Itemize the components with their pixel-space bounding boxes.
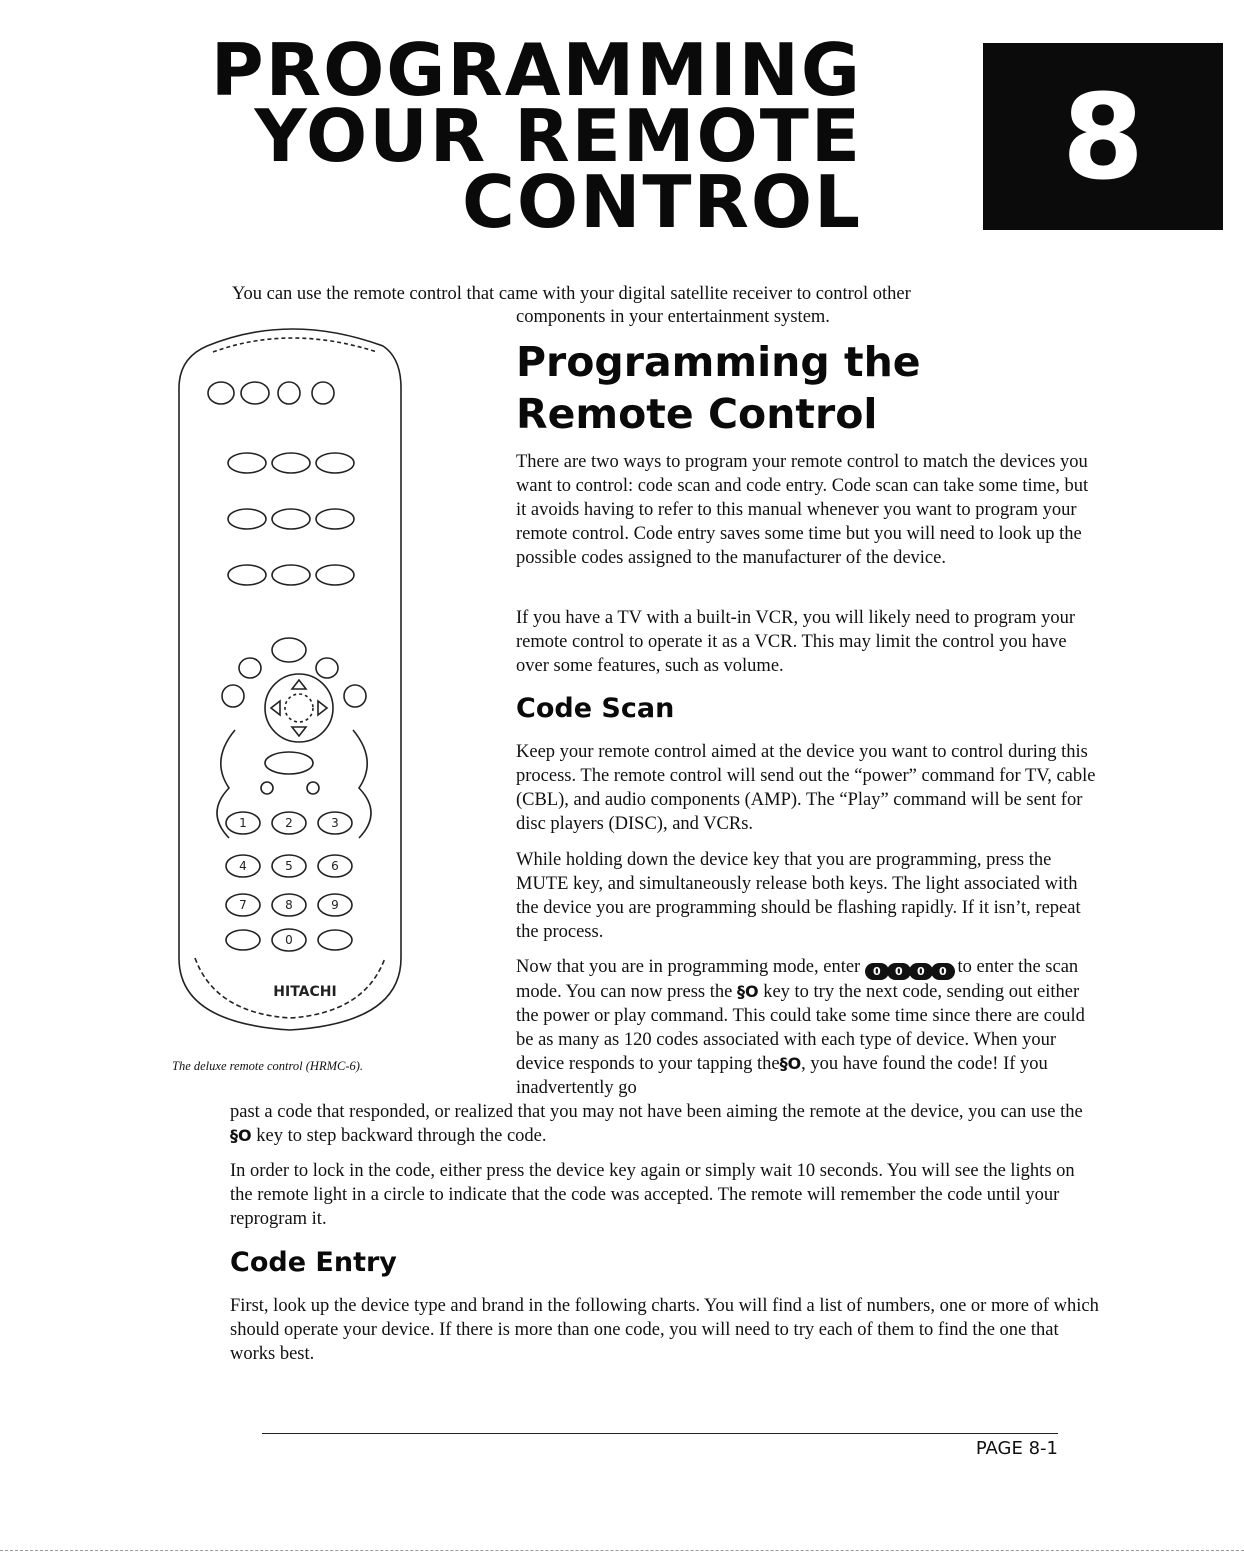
code-scan-para-3c: enter the scan mode. You can now press the [516,957,1079,1002]
zero-key-icon: 0 [909,963,933,980]
key-9: 9 [331,898,339,912]
zero-key-icon: 0 [887,963,911,980]
programming-para-1: There are two ways to program your remote control to match the devices you want to control: code scan and code entry. Code scan can take some time, but it avoids having to refer to this manual whenever you want to program your remote control. Code entry saves some time but you will need to look up the possible codes assigned to the manufacturer of the device. [516,452,1089,568]
section-heading-line-2: Remote Control [516,390,878,438]
section-heading-line-1: Programming the [516,338,921,386]
footer-divider [262,1433,1058,1434]
remote-brand: HITACHI [273,984,337,1000]
intro-line-1: You can use the remote control that came with your digital satellite receiver to control other [232,284,911,304]
code-scan-para-3 [516,955,1096,1100]
chapter-title-line-3: CONTROL [462,160,862,244]
key-3: 3 [331,816,339,830]
code-scan-para-3g: key to step backward through the code. [256,1126,547,1146]
programming-para-2: If you have a TV with a built-in VCR, you will likely need to program your remote control to operate it as a VCR. This may limit the control you have over some features, such as volume. [516,608,1076,676]
key-6: 6 [331,859,339,873]
key-7: 7 [239,898,247,912]
remote-illustration [155,318,425,1058]
section-heading-programming [516,336,1136,440]
chapter-title-line-1: PROGRAMMING [210,28,862,112]
code-scan-para-3f: past a code that responded, or realized that you may not have been aiming the remote at the device, you can use the [230,1102,1083,1122]
code-scan-para-1: Keep your remote control aimed at the device you want to control during this process. The remote control will send out the “power” command for TV, cable (CBL), and audio components (AMP). The “Play” command will be sent for disc players (DISC), and VCRs. [516,742,1096,834]
code-scan-para-3e: , you have found the code! If you inadvertently go [516,1054,1048,1098]
code-scan-para-3-cont [230,1100,1090,1148]
code-scan-para-4: In order to lock in the code, either press the device key again or simply wait 10 seconds. You will see the lights on the remote light in a circle to indicate that the code was accepted. The remote will remember the code until your reprogram it. [230,1161,1075,1229]
code-entry-heading: Code Entry [230,1247,397,1278]
key-0: 0 [285,933,293,947]
chapter-number-box [983,43,1223,230]
key-1: 1 [239,816,247,830]
key-5: 5 [285,859,293,873]
channel-key-icon: §O [736,982,759,1001]
key-8: 8 [285,898,293,912]
zero-key-icon: 0 [865,963,889,980]
code-scan-para-3d: key to try the next code, sending out either the power or play command. This could take some time since there are could be as many as 120 codes associated with each type of device. When your device responds to your tapping the [516,982,1085,1074]
page-number: PAGE 8-1 [975,1438,1058,1459]
remote-icon [155,318,425,1058]
code-entry-para-1: First, look up the device type and brand in the following charts. You will find a list of numbers, one or more of which should operate your device. If there is more than one code, you will need to try each of them to find the one that works best. [230,1296,1099,1364]
zero-key-icon: 0 [931,963,955,980]
code-scan-heading: Code Scan [516,693,675,724]
code-scan-para-2: While holding down the device key that you are programming, press the MUTE key, and simultaneously release both keys. The light associated with the device you are programming should be flashing rapidly. If it isn’t, repeat the process. [516,850,1081,942]
key-2: 2 [285,816,293,830]
code-scan-para-3a: Now that you are in programming mode, enter [516,957,861,977]
key-4: 4 [239,859,247,873]
intro-line-2: components in your entertainment system. [516,307,830,327]
code-scan-para-3b: to [957,957,972,977]
chapter-title-line-2: YOUR REMOTE [254,94,862,178]
remote-caption: The deluxe remote control (HRMC-6). [172,1059,364,1073]
scan-edge-line [0,1550,1244,1551]
chapter-number: 8 [1061,67,1145,206]
channel-key-icon: §O [230,1126,252,1145]
channel-key-icon: §O [779,1054,802,1073]
